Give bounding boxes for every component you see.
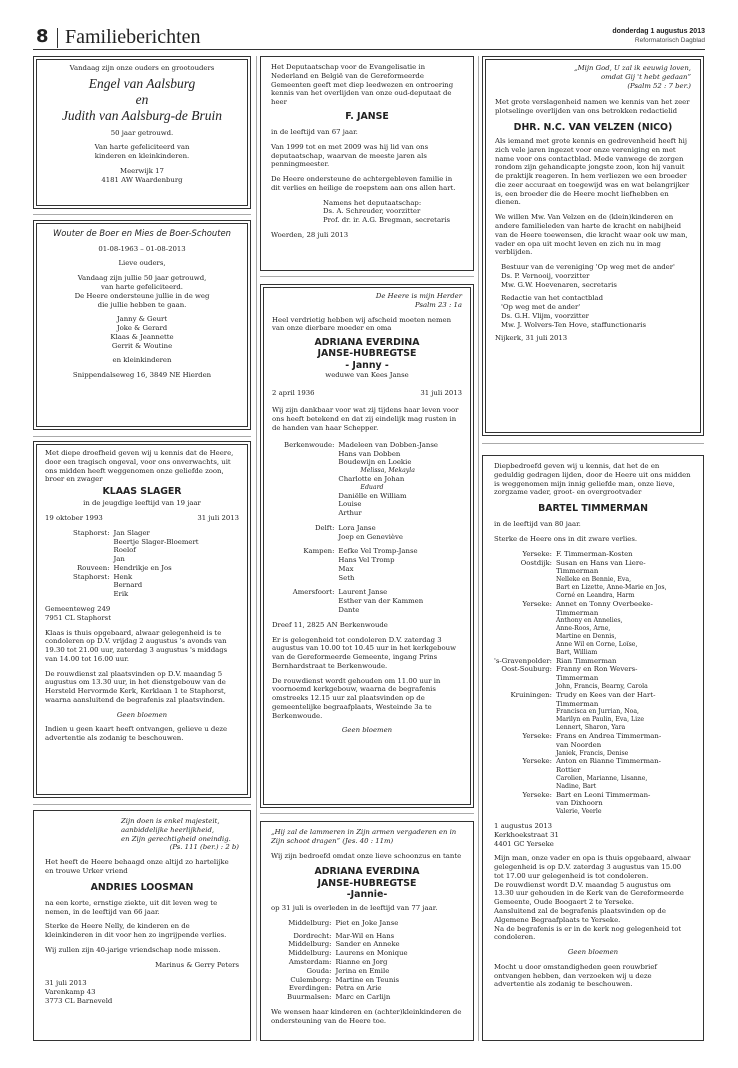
ad-intro: Vandaag zijn onze ouders en grootouders: [69, 64, 215, 72]
family-list: [284, 441, 462, 615]
obituary-nico-van-velzen: [482, 56, 704, 436]
column-divider: [478, 56, 479, 1041]
service-info: De rouwdienst wordt gehouden om 11.00 uur in voornoemd kerkgebouw, waarna de begrafenis omstreeks 12.15 uur zal plaatsvinden op de gemeentelijke begraafplaats, Westeinde 3a te Berkenwoude.: [272, 676, 441, 720]
family-place: 's-Gravenpolder:: [494, 656, 552, 665]
family-names: Franny en Ron Wevers- Timmerman: [555, 665, 638, 683]
family-names: Eefke Vel Tromp-Janse Hans Vel Tromp Max Seth: [338, 547, 418, 582]
anniversary-ad-van-aalsburg: [33, 56, 251, 209]
friendship-note: Wij zullen zijn 40-jarige vriendschap node missen.: [45, 945, 221, 954]
ad-intro: Wij zijn bedroefd omdat onze lieve schoonzus en tante: [271, 851, 462, 860]
family-names: F. Timmerman-Kosten: [555, 549, 633, 558]
editors-signatories: Redactie van het contactblad 'Op weg met de ander' Ds. G.H. Vlijm, voorzitter Mw. J. Wolvers-Ten Hove, staffunctionaris: [501, 294, 646, 329]
age: in de jeugdige leeftijd van 19 jaar: [83, 499, 201, 508]
grandchildren-names: Francisca en Jurrian, Noa, Marilyn en Paulin, Eva, Lize Lennert, Sharon, Yara: [555, 708, 645, 732]
address: Gemeenteweg 249 7951 CL Staphorst: [45, 605, 111, 622]
ad-intro: Met diepe droefheid geven wij u kennis dat de Heere, door een tragisch ongeval, voor ons onverwachts, uit ons midden heeft weggenomen onze geliefde zoon, broer en zwager: [45, 449, 234, 484]
row-divider: [33, 214, 251, 215]
gratitude: Wij zijn dankbaar voor wat zij tijdens haar leven voor ons heeft betekend en dat zij eindelijk mag rusten in de handen van haar Schepper.: [272, 406, 459, 432]
place-date: Nijkerk, 31 juli 2013: [495, 334, 568, 343]
deceased-name: KLAAS SLAGER: [102, 486, 182, 498]
family-names: Frans en Andrea Timmerman- van Noorden: [555, 732, 662, 749]
quote-reference: (Psalm 52 : 7 ber.): [627, 81, 691, 90]
couple-and: en: [135, 91, 149, 107]
family-names: Trudy en Kees van der Hart- Timmerman: [555, 690, 656, 708]
family-place: Yerseke:: [522, 757, 552, 766]
deceased-name: F. JANSE: [345, 110, 389, 122]
anniversary-line: 50 jaar getrouwd.: [110, 128, 174, 137]
age: in de leeftijd van 80 jaar.: [494, 520, 581, 529]
family-place: Delft:: [314, 523, 335, 532]
page-header: [33, 26, 705, 50]
family-place: Staphorst:: [73, 528, 110, 537]
date: 1 augustus 2013: [494, 822, 552, 831]
family-names: Laurent Janse Esther van der Kammen Dante: [338, 588, 424, 614]
bible-quote: „Mijn God, U zal ik eeuwig loven, omdat Gij 't hebt gedaan”: [574, 64, 691, 81]
obituary-f-janse: [260, 56, 474, 271]
issue-date: donderdag 1 augustus 2013: [612, 28, 705, 35]
section-title: Familieberichten: [65, 26, 201, 48]
date: 31 juli 2013: [45, 979, 87, 988]
ad-intro: Het Deputaatschap voor de Evangelisatie in Nederland en België van de Gereformeerde Gemeenten geeft met diep leedwezen en ontroering kennis van het overlijden van onze oud-deputaat de heer: [271, 63, 454, 107]
obituary-klaas-slager: [33, 441, 251, 798]
family-place: Middelburg:: [288, 918, 332, 927]
signatories: Namens het deputaatschap: Ds. A. Schreuder, voorzitter Prof. dr. ir. A.G. Bregman, secretaris: [323, 198, 451, 225]
family-names: Martine en Teunis: [335, 975, 400, 984]
ad-title: Wouter de Boer en Mies de Boer-Schouten: [53, 228, 231, 238]
funeral-info: Mijn man, onze vader en opa is thuis opgebaard, alwaar gelegenheid is op D.V. zaterdag 3 augustus van 15.00 tot 17.00 uur gelegenheid is tot condoleren. De rouwdienst wordt D.V. maandag 5 augustus om 13.30 uur gehouden in de Kerk van de Gereformeerde Gemeente, Oude Boogaert 2 te Yerseke. Aansluitend zal de begrafenis plaatsvinden op de Algemene Begraafplaats te Yerseke. Na de begrafenis is er in de kerk nog gelegenheid tot condoleren.: [494, 854, 691, 942]
family-names: Madeleen van Dobben-Janse Hans van Dobben Boudewijn en Loekie: [338, 440, 438, 467]
address: Dreef 11, 2825 AN Berkenwoude: [272, 620, 388, 629]
row-divider: [260, 276, 474, 277]
grandchildren-names: Eduard: [360, 483, 384, 491]
family-place: Yerseke:: [522, 549, 552, 558]
family-names: Hendrikje en Jos: [113, 563, 172, 572]
family-names: Lora Janse Joep en Geneviève: [338, 523, 403, 541]
condolence-info: Klaas is thuis opgebaard, alwaar gelegenheid is te condoleren op D.V. vrijdag 2 augustus 's avonds van 19.30 tot 21.00 uur, zaterdag 3 augustus 's middags van 14.00 tot 16.00 uur.: [45, 628, 228, 663]
deceased-name: ANDRIES LOOSMAN: [90, 881, 194, 893]
condolence-info: Er is gelegenheid tot condoleren D.V. zaterdag 3 augustus van 10.00 tot 10.45 uur in het kerkgebouw van de Gereformeerde Gemeente, ingang Prins Bernhardstraat te Berkenwoude.: [272, 635, 456, 670]
column-divider: [256, 56, 257, 1041]
grandchildren-names: Anthony en Annelies, Anne-Roos, Arne, Martine en Dennis, Anne Wil en Corne, Loïse, Bart, William: [555, 617, 638, 656]
dates: 01-08-1963 – 01-08-2013: [98, 244, 186, 253]
obituary-adriana-janse-family: [260, 284, 474, 808]
family-place: Dordrecht:: [293, 931, 332, 940]
bible-quote: „Hij zal de lammeren in Zijn armen vergaderen en in Zijn schoot dragen” (Jes. 40 : 11m): [271, 828, 457, 845]
family-place: Buurmalsen:: [287, 993, 332, 1002]
family-place: Berkenwoude:: [284, 440, 335, 449]
family-names: Petra en Arie: [335, 984, 382, 993]
age: op 31 juli is overleden in de leeftijd van 77 jaar.: [271, 904, 438, 913]
deceased-name: ADRIANA EVERDINA JANSE-HUBREGTSE: [314, 337, 420, 360]
wish: Sterke de Heere Nelly, de kinderen en de kleinkinderen in dit voor hen zo ingrijpende verlies.: [45, 922, 227, 940]
couple-name: Judith van Aalsburg-de Bruin: [61, 107, 223, 123]
family-place: Culemborg:: [290, 975, 332, 984]
family-place: Everdingen:: [288, 984, 332, 993]
publication-name: Reformatorisch Dagblad: [634, 37, 705, 44]
family-names: Susan en Hans van Liere- Timmerman: [555, 558, 646, 576]
deceased-name: DHR. N.C. VAN VELZEN (NICO): [513, 121, 673, 133]
quote-reference: Psalm 23 : 1a: [415, 300, 462, 309]
family-list: [287, 919, 463, 1002]
address: Kerkhoekstraat 31 4401 GC Yerseke: [494, 830, 559, 848]
family-place: Kruiningen:: [510, 690, 552, 699]
row-divider: [482, 443, 704, 444]
obituary-andries-loosman: [33, 810, 251, 1041]
family-names: Henk Bernard Erik: [113, 572, 143, 599]
no-flowers: Geen bloemen: [116, 710, 168, 719]
widow-of: weduwe van Kees Janse: [325, 370, 409, 379]
card-notice: Mocht u door omstandigheden geen rouwbrief ontvangen hebben, dan verzoeken wij u deze advertentie als zodanig te beschouwen.: [494, 962, 657, 989]
address: Varenkamp 43 3773 CL Barneveld: [45, 988, 113, 1005]
ad-intro: Met grote verslagenheid namen we kennis van het zeer plotselinge overlijden van ons betrokken redactielid: [495, 98, 690, 116]
bible-quote: De Heere is mijn Herder: [375, 292, 462, 300]
wish: Sterke de Heere ons in dit zware verlies.: [494, 535, 638, 544]
family-place: Oost-Souburg:: [501, 665, 552, 674]
family-names: Marc en Carlijn: [335, 993, 391, 1002]
family-names: Laurens en Monique: [335, 949, 408, 958]
family-place: Yerseke:: [522, 790, 552, 799]
family-names: Rian Timmerman: [555, 656, 617, 665]
ad-intro: Heel verdrietig hebben wij afscheid moeten nemen van onze dierbare moeder en oma: [272, 315, 452, 333]
family-names: Bart en Leoni Timmerman- van Dixhoorn: [555, 790, 651, 808]
family-names: Charlotte en Johan: [338, 474, 405, 483]
card-notice: Indien u geen kaart heeft ontvangen, gelieve u deze advertentie als zodanig te beschouwen.: [45, 725, 228, 743]
congratulations: Van harte gefeliciteerd van kinderen en kleinkinderen.: [94, 143, 190, 161]
family-place: Amersfoort:: [292, 588, 335, 597]
family-place: Oostdijk:: [520, 558, 552, 567]
service-info: De rouwdienst zal plaatsvinden op D.V. maandag 5 augustus om 13.30 uur, in het dienstgebouw van de Hersteld Hervormde Kerk, Kerklaan 1 te Staphorst, waarna aansluitend de begrafenis zal plaatsvinden.: [45, 669, 226, 704]
row-divider: [260, 813, 474, 814]
row-divider: [33, 804, 251, 805]
signed-by: Marinus & Gerry Peters: [155, 960, 239, 969]
death-date: 31 juli 2013: [420, 388, 462, 397]
anniversary-ad-de-boer: [33, 220, 251, 430]
family-names: Jerina en Emile: [335, 966, 390, 975]
family-place: Yerseke:: [522, 599, 552, 608]
no-flowers: Geen bloemen: [567, 948, 619, 957]
family-place: Middelburg:: [288, 940, 332, 949]
family-place: Yerseke:: [522, 732, 552, 741]
family-names: Annet en Tonny Overbeeke- Timmerman: [555, 599, 653, 617]
wish: We willen Mw. Van Velzen en de (klein)kinderen en andere familieleden van harte de kracht en nabijheid van de Heere toewensen, die kracht waar ook uw man, vader en opa uit mocht leven en zich nu in mag verblijden.: [495, 213, 688, 257]
birth-date: 19 oktober 1993: [45, 514, 103, 523]
obituary-bartel-timmerman: [482, 455, 704, 1041]
family-place: Middelburg:: [288, 949, 332, 958]
quote-reference: (Ps. 111 (ber.) : 2 b): [169, 843, 239, 852]
place-date: Woerden, 28 juli 2013: [271, 231, 349, 239]
obituary-adriana-janse-inlaws: [260, 821, 474, 1041]
address: Meerwijk 17 4181 AW Waardenburg: [101, 166, 183, 184]
bible-quote: Zijn doen is enkel majesteit, aanbiddelijke heerlijkheid, en Zijn gerechtigheid oneindig.: [121, 817, 231, 843]
birth-date: 2 april 1936: [272, 388, 315, 397]
family-names: Rianne en Jorg: [335, 957, 388, 966]
grandchildren-names: Carolien, Marianne, Lisanne, Nadine, Bart: [555, 774, 648, 790]
grandchildren-names: Melissa, Mekayla: [360, 467, 415, 475]
death-date: 31 juli 2013: [197, 514, 239, 523]
family-list: [494, 550, 692, 816]
grandchildren-names: Janiek, Francis, Denise: [555, 749, 629, 757]
family-place: Rouveen:: [76, 563, 110, 572]
family-names: Daniëlle en William Louise Arthur: [338, 491, 407, 518]
family-place: Amsterdam:: [288, 957, 332, 966]
board-signatories: Bestuur van de vereniging 'Op weg met de ander' Ds. P. Vernooij, voorzitter Mw. G.W. Hoevenaren, secretaris: [501, 263, 675, 289]
page-number: 8: [36, 26, 49, 47]
deceased-name: ADRIANA EVERDINA JANSE-HUBREGTSE: [314, 866, 420, 889]
no-flowers: Geen bloemen: [341, 726, 393, 735]
family-names: Piet en Joke Janse: [335, 918, 399, 927]
nickname: -Jannie-: [346, 888, 388, 900]
announcement: na een korte, ernstige ziekte, uit dit leven weg te nemen, in de leeftijd van 66 jaar.: [45, 898, 218, 916]
row-divider: [33, 436, 251, 437]
tribute: Als iemand met grote kennis en gedrevenheid heeft hij zich vele jaren ingezet voor onze vereniging en met name voor ons contactblad. Mede vanwege de zorgen rondom zijn gehandicapte jongste zoon, kon hij vanuit de praktijk reageren. In hem verliezen we een broeder die zeer accuraat en toegewijd was en wat belangrijker is, een broeder die de Heere mocht liefhebben en dienen.: [495, 137, 690, 207]
wish: De Heere ondersteune de achtergebleven familie in dit verlies en heilige de roepstem aan ons allen hart.: [271, 175, 456, 192]
family-names: Mar-Wil en Hans: [335, 931, 395, 940]
family-list: [73, 529, 239, 599]
greeting: Lieve ouders,: [118, 259, 166, 268]
deceased-name: BARTEL TIMMERMAN: [538, 503, 648, 515]
ad-intro: Diepbedroefd geven wij u kennis, dat het de en geduldig gedragen lijden, door de Heere uit ons midden is weggenomen mijn innig geliefde man, onze lieve, zorgzame vader, groot- en overgrootvader: [494, 462, 691, 497]
children: Janny & Geurt Joke & Gerard Klaas & Jeannette Gerrit & Woutine: [110, 315, 174, 350]
nickname: - Janny -: [345, 359, 389, 371]
family-place: Kampen:: [303, 547, 335, 556]
closing-wish: We wensen haar kinderen en (achter)kleinkinderen de ondersteuning van de Heere toe.: [271, 1007, 462, 1025]
couple-name: Engel van Aalsburg: [88, 75, 196, 91]
membership: Van 1999 tot en met 2009 was hij lid van ons deputaatschap, waarvan de meeste jaren als penningmeester.: [271, 142, 429, 169]
family-names: Anton en Rianne Timmerman- Rottier: [555, 757, 661, 775]
address: Snippendalseweg 16, 3849 NE Hierden: [72, 371, 212, 380]
family-names: Jan Slager Beertje Slager-Bloemert Roelof Jan: [113, 528, 199, 564]
ad-intro: Het heeft de Heere behaagd onze altijd zo hartelijke en trouwe Urker vriend: [45, 858, 229, 875]
family-names: Sander en Anneke: [335, 940, 400, 949]
header-divider: [57, 28, 58, 48]
family-place: Gouda:: [306, 966, 332, 975]
grandchildren-names: John, Francis, Bearny, Carola: [555, 683, 648, 690]
family-place: Staphorst:: [73, 572, 110, 581]
grandchildren-names: Valerie, Veerle: [555, 808, 602, 816]
grandchildren: en kleinkinderen: [112, 356, 172, 365]
message: Vandaag zijn jullie 50 jaar getrouwd, van harte gefeliciteerd. De Heere ondersteune jullie in de weg die jullie hebben te gaan.: [74, 274, 210, 309]
grandchildren-names: Nelleke en Bennie, Eva, Bart en Lizette, Anne-Marie en Jos, Corné en Leandra, Harm: [555, 576, 667, 599]
age: in de leeftijd van 67 jaar.: [271, 128, 358, 137]
